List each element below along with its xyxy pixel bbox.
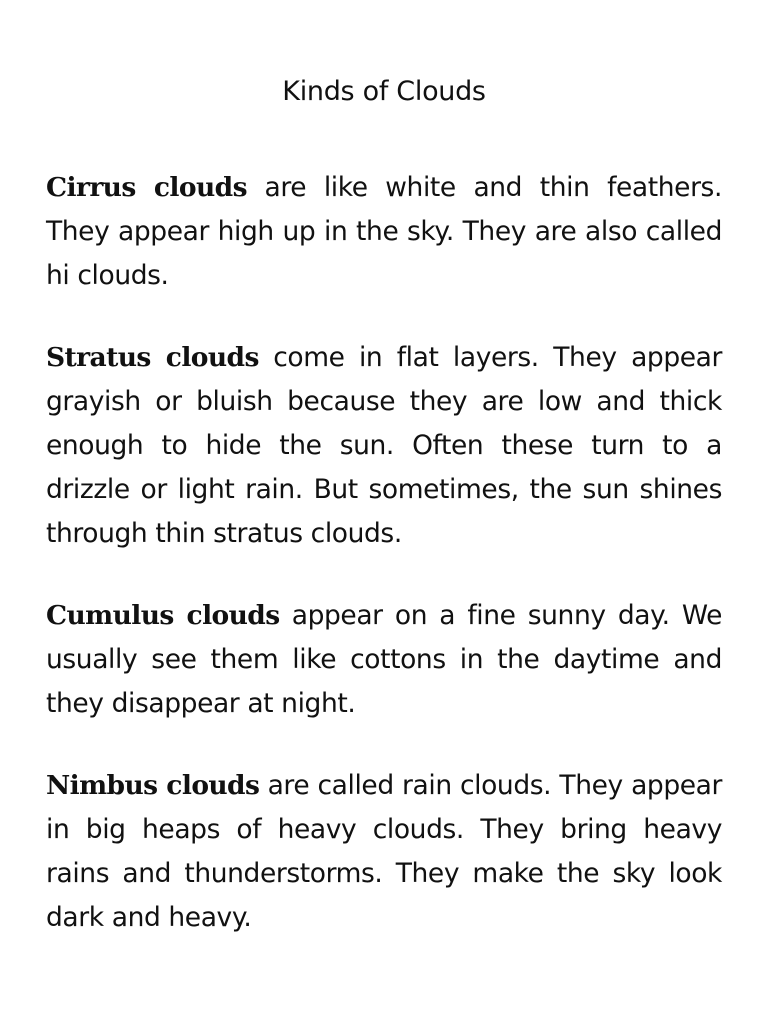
description-nimbus: are called rain clouds. They appear in big heaps of heavy clouds. They bring heavy rains and thunderstorms. They make the sky look dark and heavy. xyxy=(46,770,722,933)
term-cirrus: Cirrus clouds xyxy=(46,172,247,203)
paragraph-cumulus xyxy=(46,594,722,726)
paragraph-cirrus xyxy=(46,166,722,298)
paragraph-stratus xyxy=(46,336,722,556)
term-nimbus: Nimbus clouds xyxy=(46,770,260,801)
description-cirrus: are like white and thin feathers. They appear high up in the sky. They are also called hi clouds. xyxy=(46,172,722,291)
description-stratus: come in flat layers. They appear grayish or bluish because they are low and thick enough to hide the sun. Often these turn to a drizzle or light rain. But sometimes, the sun shines through thin stratus clouds. xyxy=(46,342,722,549)
term-stratus: Stratus clouds xyxy=(46,342,259,373)
description-cumulus: appear on a fine sunny day. We usually see them like cottons in the daytime and they disappear at night. xyxy=(46,600,722,719)
term-cumulus: Cumulus clouds xyxy=(46,600,280,631)
paragraph-nimbus xyxy=(46,764,722,940)
page-title: Kinds of Clouds xyxy=(282,76,486,107)
